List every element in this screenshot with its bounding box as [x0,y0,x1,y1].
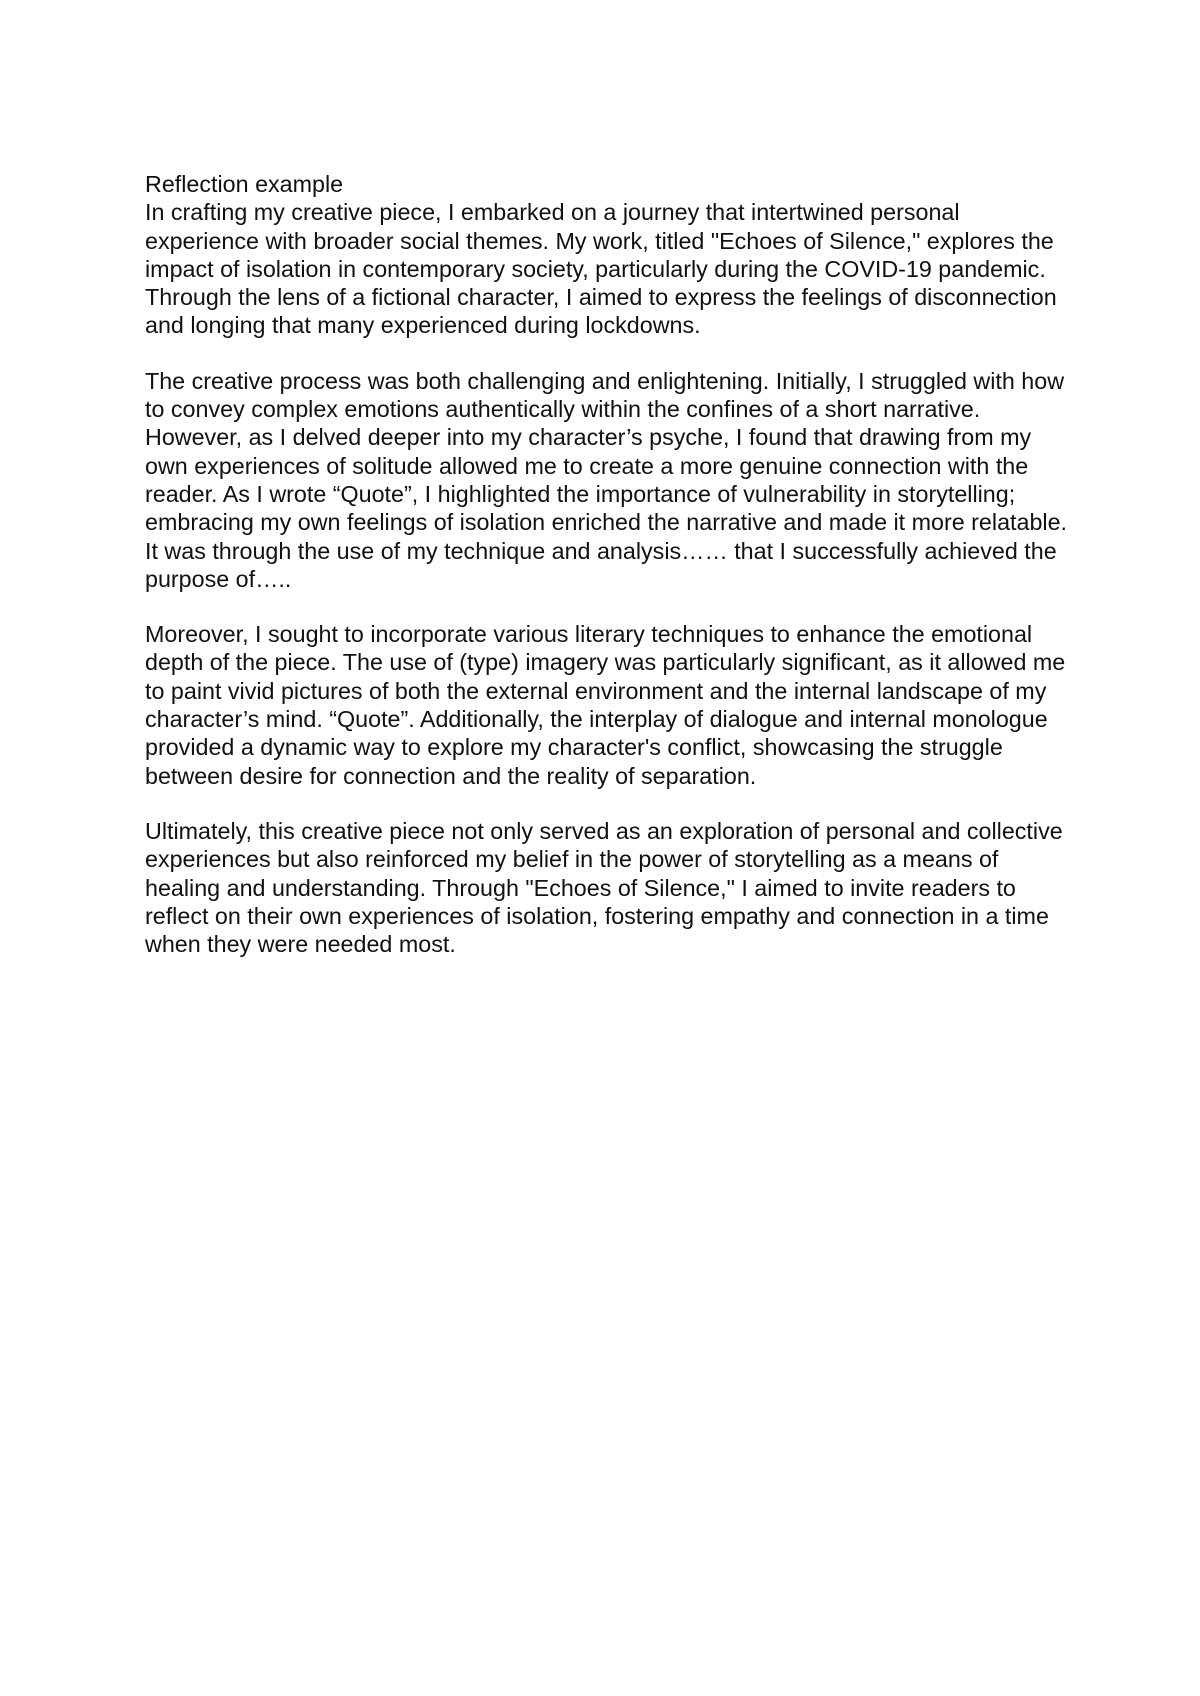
paragraph-process: The creative process was both challenging and enlightening. Initially, I struggled with how to convey complex emotions authentically within the confines of a short narrative. However, as I delved deeper into my character’s psyche, I found that drawing from my own experiences of solitude allowed me to create a more genuine connection with the reader. As I wrote “Quote”, I highlighted the importance of vulnerability in storytelling; embracing my own feelings of isolation enriched the narrative and made it more relatable. It was through the use of my technique and analysis…… that I successfully achieved the purpose of….. [145,367,1068,592]
document-body [145,170,1075,958]
document-title: Reflection example [145,171,344,197]
paragraph-techniques: Moreover, I sought to incorporate various literary techniques to enhance the emotional depth of the piece. The use of (type) imagery was particularly significant, as it allowed me to paint vivid pictures of both the external environment and the internal landscape of my character’s mind. “Quote”. Additionally, the interplay of dialogue and internal monologue provided a dynamic way to explore my character's conflict, showcasing the struggle between desire for connection and the reality of separation. [145,621,1066,789]
paragraph-intro: In crafting my creative piece, I embarked on a journey that intertwined personal experience with broader social themes. My work, titled "Echoes of Silence," explores the impact of isolation in contemporary society, particularly during the COVID-19 pandemic. Through the lens of a fictional character, I aimed to express the feelings of disconnection and longing that many experienced during lockdowns. [145,199,1057,339]
paragraph-conclusion: Ultimately, this creative piece not only served as an exploration of personal and collective experiences but also reinforced my belief in the power of storytelling as a means of healing and understanding. Through "Echoes of Silence," I aimed to invite readers to reflect on their own experiences of isolation, fostering empathy and connection in a time when they were needed most. [145,817,1063,958]
